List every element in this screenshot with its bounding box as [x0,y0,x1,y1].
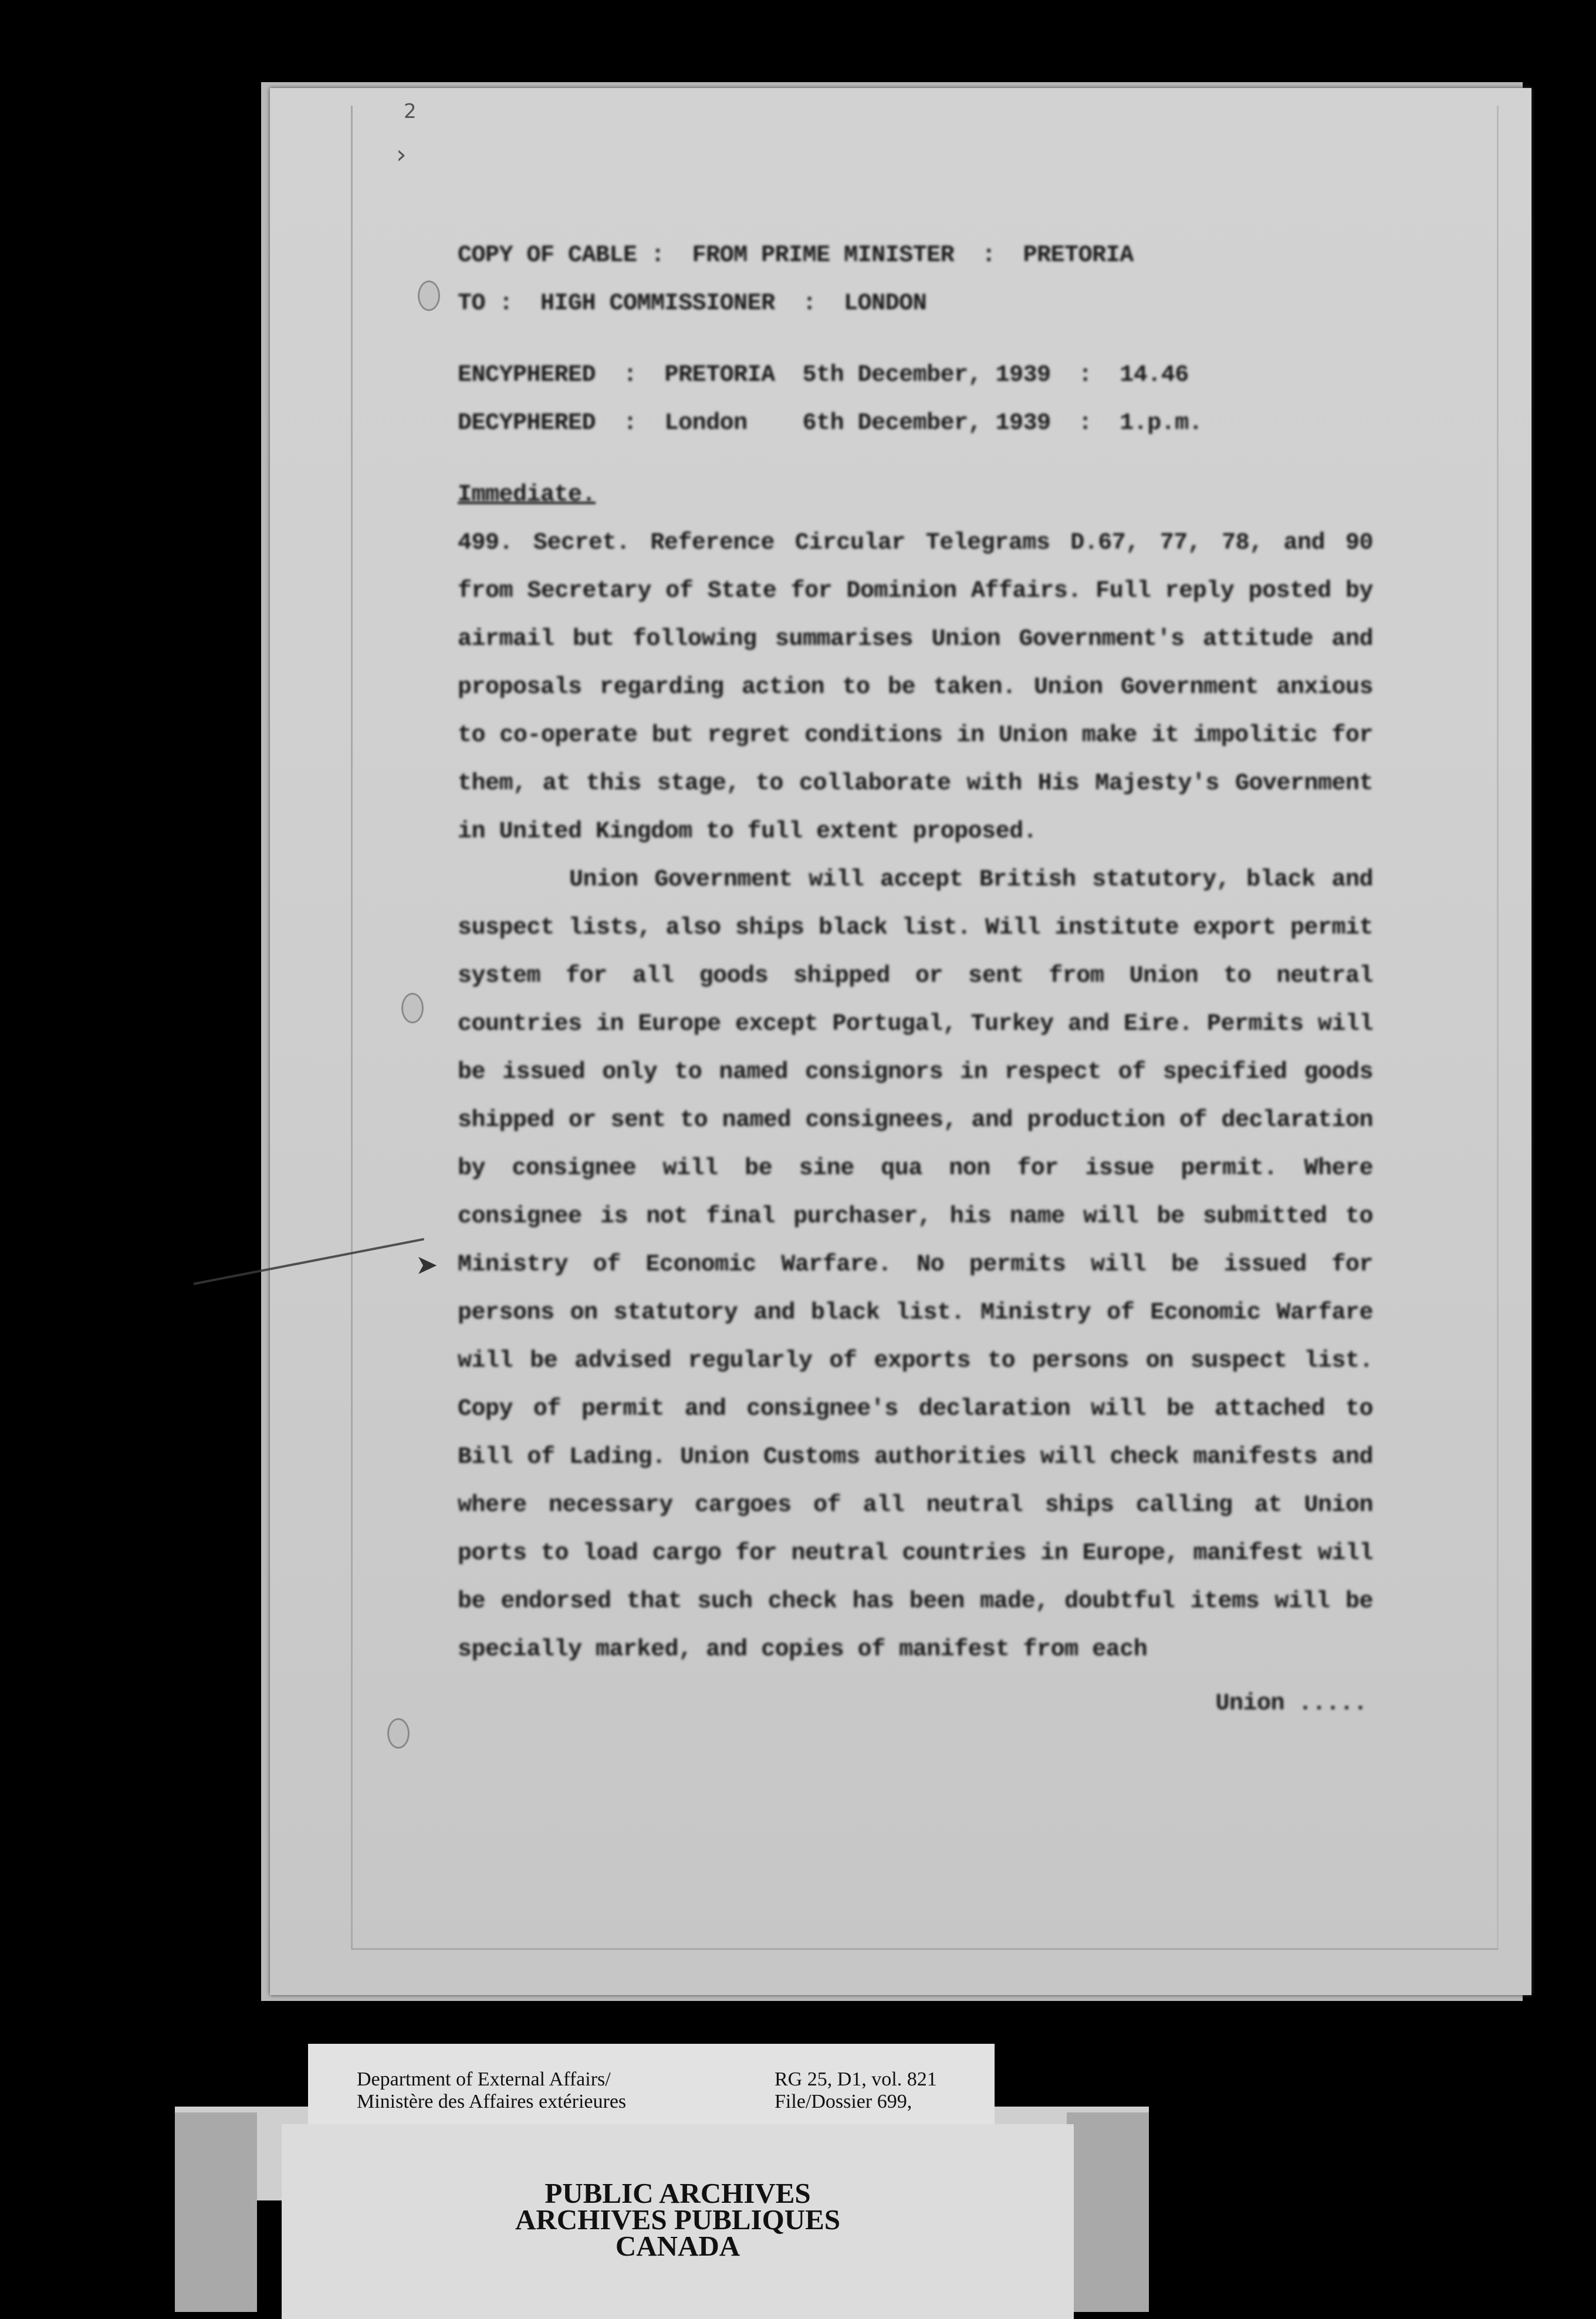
page-number-mark: 2 [404,100,417,123]
decyphered-line: DECYPHERED : London 6th December, 1939 : 1.p.m. [458,410,1203,437]
punch-hole-middle [401,993,424,1023]
stamp-line-english: PUBLIC ARCHIVES [545,2177,811,2209]
urgency-label: Immediate. [458,482,596,508]
department-french: Ministère des Affaires extérieures [357,2091,627,2112]
record-group-ref: RG 25, D1, vol. 821 [775,2068,937,2090]
paragraph-2: Union Government will accept British statutory, black and suspect lists, also ships black list. Will institute export permit system for all goods shipped or sent from Union to neutral countries in Europe except Portugal, Turkey and Eire. Permits will be issued only to named consignors in respect of specified goods shipped or sent to named consignees, and production of declaration by consignee will be sine qua non for issue permit. Where consignee is not final purchaser, his name will be submitted to Ministry of Economic Warfare. No permits will be issued for persons on statutory and black list. Ministry of Economic Warfare will be advised regularly of exports to persons on suspect list. Copy of permit and consignee's declaration will be attached to Bill of Lading. Union Customs authorities will check manifests and where necessary cargoes of all neutral ships calling at Union ports to load cargo for neutral countries in Europe, manifest will be endorsed that such check has been made, doubtful items will be specially marked, and copies of manifest from each [458,867,1373,1663]
paragraph-1: 499. Secret. Reference Circular Telegrams D.67, 77, 78, and 90 from Secretary of State for Dominion Affairs. Full reply posted by airmail but following summarises Union Government's attitude and proposals regarding action to be taken. Union Government anxious to co-operate but regret conditions in Union make it impolitic for them, at this stage, to collaborate with His Majesty's Government in United Kingdom to full extent proposed. [458,530,1373,845]
continuation-catchword: Union ..... [1215,1691,1367,1717]
stamp-tab-right [1067,2112,1149,2312]
header-to-line: TO : HIGH COMMISSIONER : LONDON [458,290,927,317]
punch-hole-bottom [387,1718,410,1749]
public-archives-stamp [282,2124,1074,2319]
stamp-line-country: CANADA [615,2230,740,2262]
stamp-line-french: ARCHIVES PUBLIQUES [515,2203,841,2236]
archive-reference-label [308,2044,995,2138]
department-english: Department of External Affairs/ [357,2068,611,2090]
margin-tick-mark: › [396,140,407,170]
margin-arrow-icon: ➤ [415,1249,438,1280]
encyphered-line: ENCYPHERED : PRETORIA 5th December, 1939 : 14.46 [458,362,1189,388]
stamp-tab-left [175,2112,257,2312]
file-dossier-ref: File/Dossier 699, [775,2091,912,2112]
punch-hole-top [418,280,440,311]
cable-text-block [458,232,1373,1752]
header-from-line: COPY OF CABLE : FROM PRIME MINISTER : PRETORIA [458,242,1134,269]
